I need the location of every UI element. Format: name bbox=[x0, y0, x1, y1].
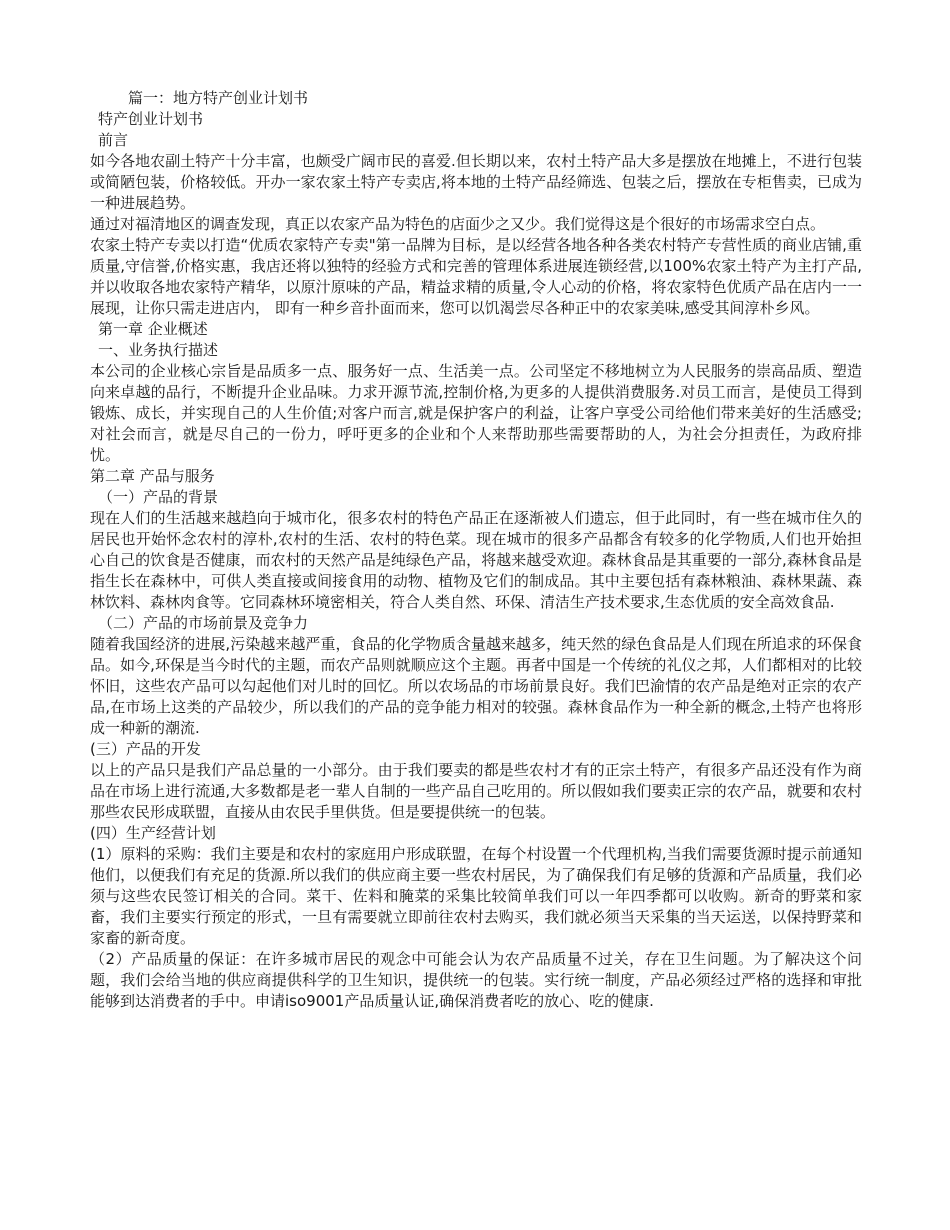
preface-heading: 前言 bbox=[98, 131, 129, 149]
section-2-4-heading: (四）生产经营计划 bbox=[90, 824, 216, 842]
section-2-4-paragraph-2: （2）产品质量的保证：在许多城市居民的观念中可能会认为农产品质量不过关，存在卫生问题。为了解决这个问题，我们会给当地的供应商提供科学的卫生知识，提供统一的包装。实行统一制度，产品必须经过严格的选择和审批能够到达消费者的手中。申请iso9001产品质量认证,确保消费者吃的放心、吃的健康. bbox=[90, 950, 862, 1010]
section-2-1-paragraph: 现在人们的生活越来越趋向于城市化，很多农村的特色产品正在逐渐被人们遗忘，但于此同时，有一些在城市住久的居民也开始怀念农村的淳朴,农村的生活、农村的特色菜。现在城市的很多产品都含有较多的化学物质,人们也开始担心自己的饮食是否健康，而农村的天然产品是纯绿色产品，将越来越受欢迎。森林食品是其重要的一部分,森林食品是指生长在森林中，可供人类直接或间接食用的动物、植物及它们的制成品。其中主要包括有森林粮油、森林果蔬、森林饮料、森林肉食等。它同森林环境密相关，符合人类自然、环保、清洁生产技术要求,生态优质的安全高效食品. bbox=[90, 509, 862, 611]
document-body bbox=[90, 88, 862, 1012]
section-2-2-paragraph: 随着我国经济的进展,污染越来越严重，食品的化学物质含量越来越多，纯天然的绿色食品是人们现在所追求的环保食品。如今,环保是当今时代的主题，而农产品则就顺应这个主题。再者中国是一个传统的礼仪之邦，人们都相对的比较怀旧，这些农产品可以勾起他们对儿时的回忆。所以农场品的市场前景良好。我们巴渝情的农产品是绝对正宗的农产品,在市场上这类的产品较少，所以我们的产品的竞争能力相对的较强。森林食品作为一种全新的概念,土特产也将形成一种新的潮流. bbox=[90, 635, 862, 737]
section-2-3-heading: (三）产品的开发 bbox=[90, 740, 201, 758]
document-subtitle: 特产创业计划书 bbox=[98, 110, 204, 128]
chapter-2-heading: 第二章 产品与服务 bbox=[90, 467, 215, 485]
chapter-1-heading: 第一章 企业概述 bbox=[98, 320, 208, 338]
preface-paragraph-3: 农家土特产专卖以打造“优质农家特产专卖"第一品牌为目标，是以经营各地各种各类农村特产专营性质的商业店铺,重质量,守信誉,价格实惠，我店还将以独特的经验方式和完善的管理体系进展连锁经营,以100%农家土特产为主打产品,并以收取各地农家特产精华，以原汁原味的产品，精益求精的质量,令人心动的价格，将农家特色优质产品在店内一一展现，让你只需走进店内， 即有一种乡音扑面而来，您可以饥渴尝尽各种正中的农家美味,感受其间淳朴乡风。 bbox=[90, 236, 862, 317]
section-2-1-heading: （一）产品的背景 bbox=[98, 488, 219, 506]
section-1-heading: 一、业务执行描述 bbox=[98, 341, 219, 359]
document-title: 篇一：地方特产创业计划书 bbox=[128, 89, 309, 107]
preface-paragraph-1: 如今各地农副土特产十分丰富，也颇受广阔市民的喜爱.但长期以来，农村土特产品大多是摆放在地摊上，不进行包装或简陋包装，价格较低。开办一家农家土特产专卖店,将本地的土特产品经筛选、包装之后，摆放在专柜售卖，已成为一种进展趋势。 bbox=[90, 152, 862, 212]
section-2-2-heading: （二）产品的市场前景及竞争力 bbox=[98, 614, 309, 632]
section-1-paragraph: 本公司的企业核心宗旨是品质多一点、服务好一点、生活美一点。公司坚定不移地树立为人民服务的崇高品质、塑造向来卓越的品行，不断提升企业品味。力求开源节流,控制价格,为更多的人提供消费服务.对员工而言，是使员工得到锻炼、成长，并实现自己的人生价值;对客户而言,就是保护客户的利益，让客户享受公司给他们带来美好的生活感受;对社会而言，就是尽自己的一份力，呼吁更多的企业和个人来帮助那些需要帮助的人，为社会分担责任，为政府排忧。 bbox=[90, 362, 862, 464]
section-2-3-paragraph: 以上的产品只是我们产品总量的一小部分。由于我们要卖的都是些农村才有的正宗土特产，有很多产品还没有作为商品在市场上进行流通,大多数都是老一辈人自制的一些产品自己吃用的。所以假如我们要卖正宗的农产品，就要和农村那些农民形成联盟，直接从由农民手里供货。但是要提供统一的包装。 bbox=[90, 761, 862, 821]
preface-paragraph-2: 通过对福清地区的调查发现，真正以农家产品为特色的店面少之又少。我们觉得这是个很好的市场需求空白点。 bbox=[90, 215, 826, 233]
section-2-4-paragraph-1: (1）原料的采购：我们主要是和农村的家庭用户形成联盟，在每个村设置一个代理机构,当我们需要货源时提示前通知他们，以便我们有充足的货源.所以我们的供应商主要一些农村居民，为了确保我们有足够的货源和产品质量，我们必须与这些农民签订相关的合同。菜干、佐料和腌菜的采集比较简单我们可以一年四季都可以收购。新奇的野菜和家畜，我们主要实行预定的形式，一旦有需要就立即前往农村去购买，我们就必须当天采集的当天运送，以保持野菜和家畜的新奇度。 bbox=[90, 845, 862, 947]
